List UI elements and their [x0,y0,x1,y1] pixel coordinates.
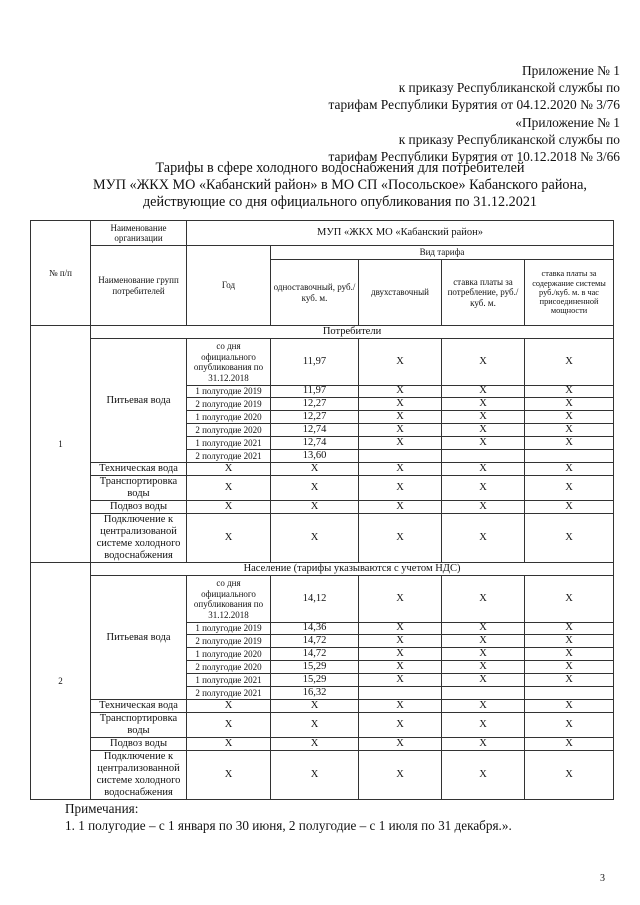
two-rate-value: Х [359,738,442,751]
two-rate-value: Х [359,514,442,563]
one-rate-value: 14,72 [271,648,359,661]
table-row [31,339,614,386]
maintenance-rate-value: Х [525,501,614,514]
table-row [31,463,614,476]
table-header-row [31,246,614,260]
consumption-rate-value: Х [442,674,525,687]
maintenance-rate-value: Х [525,576,614,623]
two-rate-value [359,687,442,700]
maintenance-rate-value: Х [525,463,614,476]
two-rate-value: Х [359,661,442,674]
maintenance-rate-value [525,450,614,463]
table-row [31,576,614,623]
one-rate-value: 14,12 [271,576,359,623]
two-rate-value: Х [359,339,442,386]
drinking-water-label: Питьевая вода [91,339,187,463]
period-cell: со дня официального опубликования по 31.12.2018 [187,339,271,386]
tariff-table [30,220,614,800]
consumer-group-label: Подключение к централизованной системе холодного водоснабжения [91,751,187,800]
consumption-rate-value [442,450,525,463]
period-cell: 1 полугодие 2021 [187,674,271,687]
consumption-rate-value: Х [442,463,525,476]
period-cell: 1 полугодие 2019 [187,386,271,398]
two-rate-value: Х [359,576,442,623]
two-rate-value: Х [359,700,442,713]
maintenance-rate-value: Х [525,700,614,713]
consumption-rate-value: Х [442,635,525,648]
consumer-group-label: Техническая вода [91,700,187,713]
consumption-rate-value: Х [442,751,525,800]
two-rate-value: Х [359,674,442,687]
consumption-rate-value: Х [442,339,525,386]
one-rate-value: 15,29 [271,674,359,687]
table-row [31,738,614,751]
one-rate-value: 16,32 [271,687,359,700]
header-line: к приказу Республиканской службы по [398,80,620,96]
maintenance-rate-value: Х [525,623,614,635]
organization-name: МУП «ЖКХ МО «Кабанский район» [187,221,614,246]
tariff-table-body [31,221,614,800]
one-rate-value: 12,74 [271,437,359,450]
notes-text: 1. 1 полугодие – с 1 января по 30 июня, 2 полугодие – с 1 июля по 31 декабря.». [65,818,512,833]
one-rate-value: Х [271,476,359,501]
maintenance-rate-value: Х [525,411,614,424]
consumption-rate-value: Х [442,514,525,563]
title-line: МУП «ЖКХ МО «Кабанский район» в МО СП «Посольское» Кабанского района, [93,177,587,193]
period-cell: 2 полугодие 2019 [187,398,271,411]
one-rate-value: Х [271,713,359,738]
title-line: действующие со дня официального опубликования по 31.12.2021 [142,194,538,210]
period-cell: 2 полугодие 2021 [187,687,271,700]
period-cell: Х [187,751,271,800]
one-rate-value: Х [271,738,359,751]
one-rate-value: 14,36 [271,623,359,635]
one-rate-value: 11,97 [271,386,359,398]
consumption-rate-value: Х [442,648,525,661]
section-title-row [31,563,614,576]
period-cell: Х [187,738,271,751]
period-cell: 1 полугодие 2020 [187,411,271,424]
period-cell: Х [187,514,271,563]
table-row [31,751,614,800]
maintenance-rate-value: Х [525,424,614,437]
period-cell: Х [187,713,271,738]
section-title: Потребители [91,326,614,339]
maintenance-rate-value: Х [525,398,614,411]
header-organization: Наименование организации [91,221,187,246]
period-cell: 2 полугодие 2021 [187,450,271,463]
period-cell: 1 полугодие 2021 [187,437,271,450]
consumption-rate-value: Х [442,738,525,751]
maintenance-rate-value: Х [525,635,614,648]
consumption-rate-value: Х [442,713,525,738]
header-tariff-kind: Вид тарифа [271,246,614,260]
section-title-row [31,326,614,339]
two-rate-value: Х [359,386,442,398]
header-line: Приложение № 1 [521,63,620,78]
maintenance-rate-value: Х [525,751,614,800]
header-two-rate: двухставочный [359,260,442,326]
maintenance-rate-value: Х [525,713,614,738]
two-rate-value: Х [359,751,442,800]
maintenance-rate-value: Х [525,476,614,501]
maintenance-rate-value: Х [525,514,614,563]
period-cell: 1 полугодие 2020 [187,648,271,661]
period-cell: Х [187,700,271,713]
two-rate-value [359,450,442,463]
consumption-rate-value: Х [442,386,525,398]
two-rate-value: Х [359,437,442,450]
maintenance-rate-value: Х [525,738,614,751]
header-line: к приказу Республиканской службы по [398,131,620,147]
consumer-group-label: Подключение к централизованой системе холодного водоснабжения [91,514,187,563]
table-row [31,476,614,501]
table-row [31,713,614,738]
page-number: 3 [600,873,605,884]
period-cell: Х [187,501,271,514]
table-row [31,700,614,713]
maintenance-rate-value: Х [525,661,614,674]
consumption-rate-value: Х [442,661,525,674]
one-rate-value: 12,27 [271,398,359,411]
maintenance-rate-value [525,687,614,700]
two-rate-value: Х [359,398,442,411]
two-rate-value: Х [359,635,442,648]
one-rate-value: 15,29 [271,661,359,674]
header-number: № п/п [31,221,91,326]
maintenance-rate-value: Х [525,648,614,661]
consumption-rate-value: Х [442,398,525,411]
consumption-rate-value: Х [442,437,525,450]
consumption-rate-value: Х [442,700,525,713]
period-cell: со дня официального опубликования по 31.12.2018 [187,576,271,623]
one-rate-value: Х [271,751,359,800]
two-rate-value: Х [359,424,442,437]
consumption-rate-value [442,687,525,700]
consumption-rate-value: Х [442,424,525,437]
two-rate-value: Х [359,463,442,476]
consumption-rate-value: Х [442,411,525,424]
header-consumer-groups: Наименование групп потребителей [91,246,187,326]
period-cell: 2 полугодие 2020 [187,424,271,437]
two-rate-value: Х [359,648,442,661]
notes [65,800,512,834]
one-rate-value: 11,97 [271,339,359,386]
header-line: тарифам Республики Бурятия от 04.12.2020 № 3/76 [328,97,620,113]
maintenance-rate-value: Х [525,437,614,450]
one-rate-value: 12,74 [271,424,359,437]
table-row [31,501,614,514]
maintenance-rate-value: Х [525,339,614,386]
header-line: «Приложение № 1 [515,114,620,130]
consumer-group-label: Транспортировка воды [91,713,187,738]
two-rate-value: Х [359,713,442,738]
section-title: Население (тарифы указываются с учетом НДС) [91,563,614,576]
consumption-rate-value: Х [442,476,525,501]
two-rate-value: Х [359,501,442,514]
document-title [60,160,620,211]
one-rate-value: Х [271,501,359,514]
one-rate-value: Х [271,463,359,476]
one-rate-value: 13,60 [271,450,359,463]
consumption-rate-value: Х [442,576,525,623]
two-rate-value: Х [359,476,442,501]
two-rate-value: Х [359,623,442,635]
consumption-rate-value: Х [442,501,525,514]
period-cell: Х [187,476,271,501]
one-rate-value: 14,72 [271,635,359,648]
period-cell: 2 полугодие 2019 [187,635,271,648]
maintenance-rate-value: Х [525,386,614,398]
period-cell: 1 полугодие 2019 [187,623,271,635]
period-cell: 2 полугодие 2020 [187,661,271,674]
document-header [329,62,620,165]
consumer-group-label: Техническая вода [91,463,187,476]
section-number: 1 [31,326,91,563]
one-rate-value: 12,27 [271,411,359,424]
maintenance-rate-value: Х [525,674,614,687]
header-consumption-rate: ставка платы за потребление, руб./ куб. м. [442,260,525,326]
table-row [31,514,614,563]
header-maintenance-rate: ставка платы за содержание системы руб./куб. м. в час присоединенной мощности [525,260,614,326]
header-year: Год [187,246,271,326]
title-line: Тарифы в сфере холодного водоснабжения для потребителей [155,160,525,176]
header-line: тарифам Республики Бурятия от 10.12.2018 № 3/66 [328,149,620,165]
consumer-group-label: Транспортировка воды [91,476,187,501]
period-cell: Х [187,463,271,476]
table-header-row [31,221,614,246]
consumer-group-label: Подвоз воды [91,738,187,751]
two-rate-value: Х [359,411,442,424]
section-number: 2 [31,563,91,800]
consumer-group-label: Подвоз воды [91,501,187,514]
notes-heading: Примечания: [65,801,139,816]
drinking-water-label: Питьевая вода [91,576,187,700]
one-rate-value: Х [271,700,359,713]
one-rate-value: Х [271,514,359,563]
consumption-rate-value: Х [442,623,525,635]
header-one-rate: одноставочный, руб./ куб. м. [271,260,359,326]
